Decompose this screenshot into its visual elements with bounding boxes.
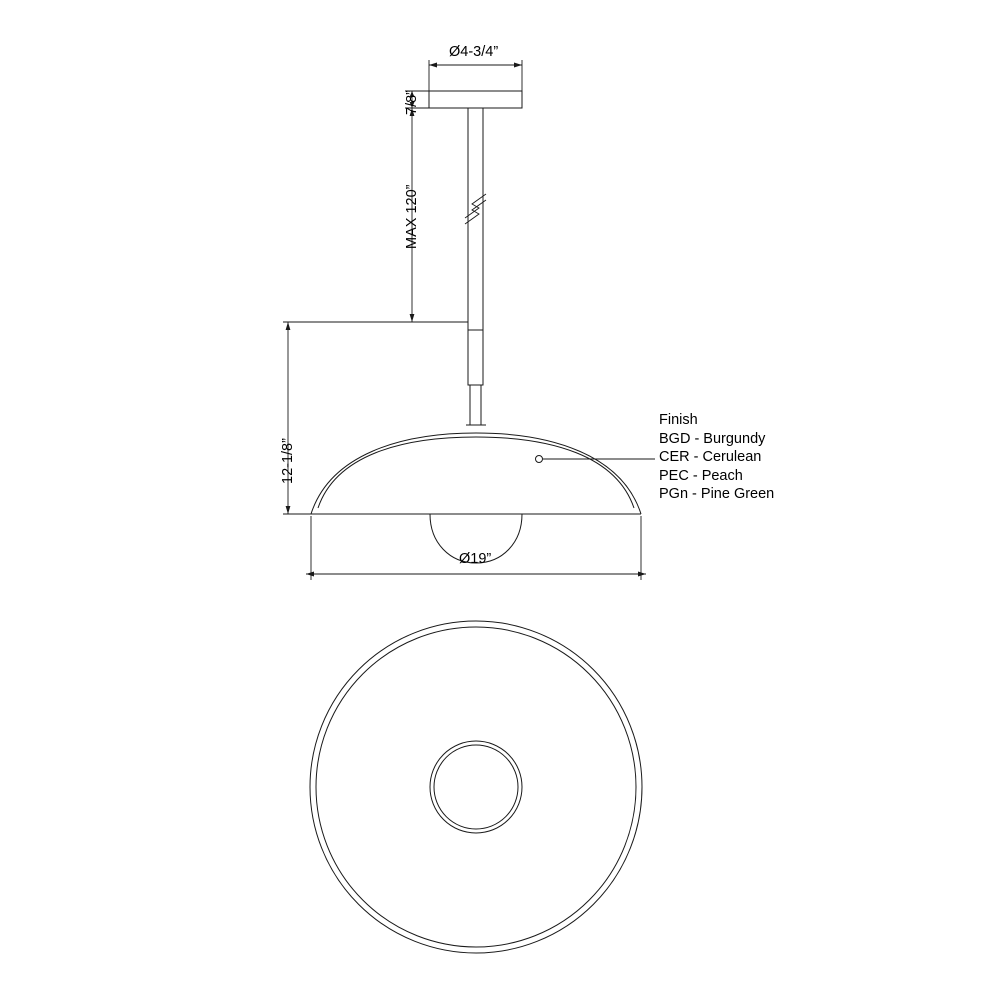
finish-heading: Finish	[659, 412, 698, 428]
shade-dome	[311, 433, 641, 514]
label-max-drop: MAX 120”	[404, 184, 420, 249]
canopy-body	[429, 91, 522, 108]
label-fixture-height: 12-1/8”	[280, 438, 296, 484]
finish-callout	[659, 411, 774, 504]
socket-housing	[466, 330, 486, 425]
finish-callout-marker	[536, 456, 543, 463]
finish-option-pgn: PGn - Pine Green	[659, 486, 775, 503]
dim-shade-diameter	[306, 516, 646, 580]
finish-option-pec: PEC - Peach	[659, 467, 743, 484]
plan-view	[310, 621, 642, 953]
label-canopy-diameter: Ø4-3/4”	[449, 44, 499, 60]
downrod	[468, 108, 483, 330]
label-canopy-height: 7/8”	[404, 90, 420, 115]
finish-option-bgd: BGD - Burgundy	[659, 430, 766, 447]
dim-fixture-height	[283, 322, 412, 514]
label-shade-diameter: Ø19”	[459, 551, 492, 567]
finish-option-cer: CER - Cerulean	[659, 449, 762, 466]
dim-canopy-diameter	[429, 60, 522, 92]
